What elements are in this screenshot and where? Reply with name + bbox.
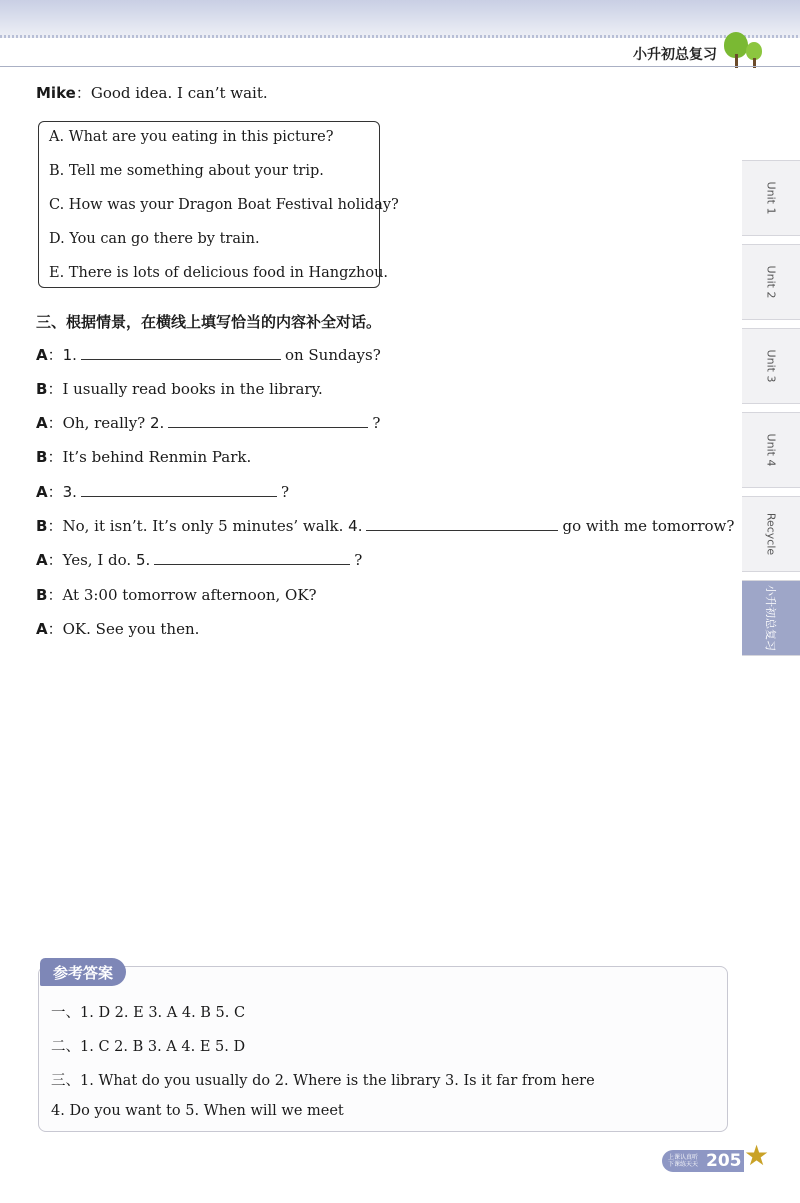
answer-blank-2[interactable] [168,426,368,428]
star-icon: ★ [744,1139,770,1172]
dialogue-line-6: B：No, it isn’t. It’s only 5 minutes’ walk. 4. go with me tomorrow? [36,517,735,535]
options-box [38,121,399,288]
section-title: 三、根据情景，在横线上填写恰当的内容补全对话。 [36,313,382,331]
answer-blank-4[interactable] [366,529,558,531]
answer-blank-3[interactable] [81,495,277,497]
answer-blank-1[interactable] [81,358,281,360]
dialogue-line-4: B：It’s behind Renmin Park. [36,448,252,466]
dialogue-line-2: B：I usually read books in the library. [36,380,323,398]
option-b: B. Tell me something about your trip. [49,163,324,179]
header-title: 小升初总复习 [633,47,717,63]
option-a: A. What are you eating in this picture? [49,129,334,145]
tab-review[interactable]: 小升初总复习 [742,580,800,656]
tab-unit-3[interactable]: Unit 3 [742,328,800,404]
answer-badge: 参考答案 [40,958,126,986]
dialogue-line-5: A：3. ? [36,483,289,501]
header-rule [0,66,800,67]
option-e: E. There is lots of delicious food in Hangzhou. [49,265,389,281]
option-c: C. How was your Dragon Boat Festival holiday? [49,197,399,213]
dialogue-line-8: B：At 3:00 tomorrow afternoon, OK? [36,586,317,604]
tree-icon [722,32,766,68]
dialogue-line-1: A：1. on Sundays? [36,346,381,364]
tab-unit-4[interactable]: Unit 4 [742,412,800,488]
answer-row-3: 三、1. What do you usually do 2. Where is the library 3. Is it far from here [51,1073,595,1089]
option-d: D. You can go there by train. [49,231,260,247]
dialogue-line-7: A：Yes, I do. 5. ? [36,551,363,569]
answer-box [38,966,728,1132]
answer-row-4: 4. Do you want to 5. When will we meet [51,1103,344,1119]
footer-line-2: 下课练天天 [668,1161,699,1168]
dialogue-line-9: A：OK. See you then. [36,620,200,638]
footer-line-1: 上课认真听 [668,1154,699,1161]
answer-blank-5[interactable] [154,563,350,565]
page-number: 205 [706,1151,742,1171]
answer-row-1: 一、1. D 2. E 3. A 4. B 5. C [51,1005,246,1021]
page-footer [662,1150,744,1172]
tab-unit-1[interactable]: Unit 1 [742,160,800,236]
answer-row-2: 二、1. C 2. B 3. A 4. E 5. D [51,1039,246,1055]
dialogue-line-3: A：Oh, really? 2. ? [36,414,381,432]
tab-recycle[interactable]: Recycle [742,496,800,572]
tab-unit-2[interactable]: Unit 2 [742,244,800,320]
intro-line: Mike：Good idea. I can’t wait. [36,84,268,102]
header-band [0,0,800,38]
